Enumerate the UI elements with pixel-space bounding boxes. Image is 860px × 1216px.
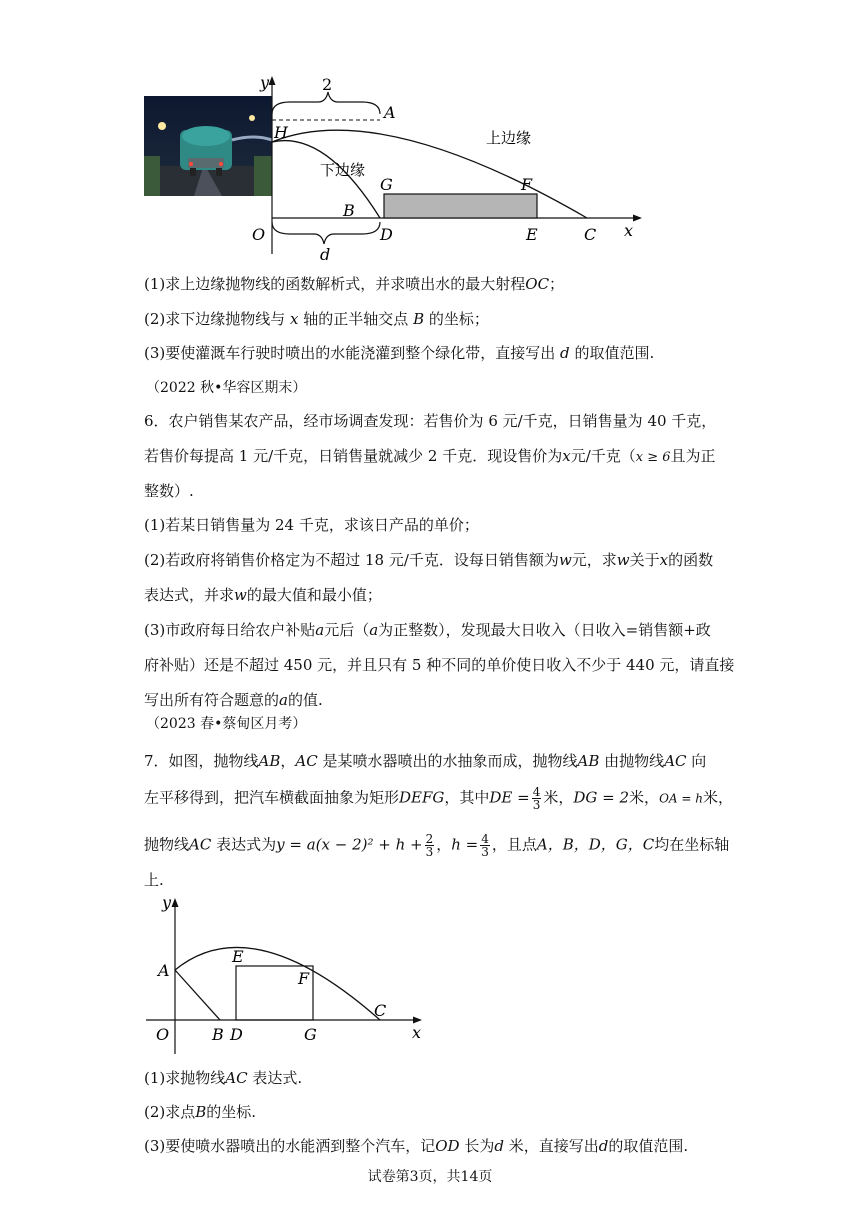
q6-line1: 6．农户销售某农产品，经市场调查发现：若售价为 6 元/千克，日销售量为 40 千克， [144, 412, 717, 430]
q6-part2-line2: 表达式，并求w的最大值和最小值； [144, 586, 382, 604]
y-axis-arrow [172, 898, 179, 907]
q7-part2: (2)求点B的坐标. [144, 1103, 257, 1121]
green-belt-rect [384, 194, 537, 218]
parabola-AB [175, 970, 220, 1020]
page-footer: 试卷第3页，共14页 [367, 1169, 493, 1185]
q6-part3-line2: 府补贴）还是不超过 450 元，并且只有 5 种不同的单价使日收入不少于 440 元，请直接 [144, 656, 735, 674]
label-D: D [380, 225, 393, 244]
source-note-1: （2022 秋•华容区期末） [146, 380, 307, 396]
q5-part3: (3)要使灌溉车行驶时喷出的水能浇灌到整个绿化带，直接写出 d 的取值范围. [144, 344, 655, 362]
x-axis-arrow [633, 215, 642, 222]
parabola-AC [175, 947, 380, 1020]
q6-part2-line1: (2)若政府将销售价格定为不超过 18 元/千克．设每日销售额为w元，求w关于x的函数 [144, 551, 714, 569]
figure-1-sprinkler-diagram [140, 68, 660, 268]
label-F: F [521, 175, 533, 194]
label-E: E [232, 947, 244, 966]
label-B: B [343, 201, 355, 220]
q7-part1: (1)求抛物线AC 表达式. [144, 1069, 303, 1087]
q5-part1: (1)求上边缘抛物线的函数解析式，并求喷出水的最大射程OC； [144, 275, 565, 293]
brace-bottom [272, 222, 380, 244]
figure-2-sprinkler-car-diagram [140, 892, 440, 1064]
label-B: B [212, 1025, 224, 1044]
q6-part1: (1)若某日销售量为 24 千克，求该日产品的单价； [144, 516, 479, 534]
label-x: x [624, 221, 634, 240]
label-y: y [260, 73, 270, 92]
q7-part3: (3)要使喷水器喷出的水能洒到整个汽车，记OD 长为d 米，直接写出d的取值范围. [144, 1137, 689, 1155]
label-A: A [158, 961, 170, 980]
label-y: y [162, 893, 172, 912]
label-F: F [298, 969, 310, 988]
y-axis-arrow [269, 76, 276, 85]
lower-edge-parabola [272, 141, 380, 218]
label-2: 2 [322, 75, 333, 94]
label-d: d [320, 245, 331, 264]
label-G: G [304, 1025, 317, 1044]
q7-line4: 上. [144, 871, 164, 889]
fraction-4-3-h: $\frac{4}{3}$ [481, 832, 489, 859]
label-E: E [526, 225, 538, 244]
brace-top [272, 92, 380, 114]
label-O: O [156, 1025, 170, 1044]
label-H: H [274, 123, 288, 142]
source-note-2: （2023 春•蔡甸区月考） [146, 716, 307, 732]
q7-line2: 左平移得到，把汽车横截面抽象为矩形DEFG，其中DE = $\frac{4}{3}$ 米，DG = 2米，OA = h米， [144, 785, 733, 812]
q5-part2: (2)求下边缘抛物线与 x 轴的正半轴交点 B 的坐标； [144, 310, 489, 328]
q7-line3: 抛物线AC 表达式为y = a(x − 2)² + h + $\frac{2}{3}$ ，h = $\frac{4}{3}$ ，且点A，B，D，G，C均在坐标轴 [144, 832, 730, 859]
label-x: x [412, 1023, 422, 1042]
label-upper-edge: 上边缘 [486, 129, 532, 147]
label-A: A [384, 103, 396, 122]
label-C: C [374, 1001, 387, 1020]
label-O: O [252, 225, 266, 244]
fraction-2-3: $\frac{2}{3}$ [425, 832, 434, 859]
q6-part3-line3: 写出所有符合题意的a的值. [144, 691, 323, 709]
label-D: D [230, 1025, 243, 1044]
label-lower-edge: 下边缘 [320, 161, 366, 179]
label-C: C [584, 225, 597, 244]
q6-line3: 整数）. [144, 482, 194, 500]
fraction-4-3: $\frac{4}{3}$ [532, 785, 541, 812]
q7-line1: 7．如图，抛物线AB，AC 是某喷水器喷出的水抽象而成，抛物线AB 由抛物线AC 向 [144, 752, 707, 770]
label-G: G [380, 175, 393, 194]
q6-line2: 若售价每提高 1 元/千克，日销售量就减少 2 千克．现设售价为x元/千克（x ≥ 6且为正 [144, 447, 716, 465]
q6-part3-line1: (3)市政府每日给农户补贴a元后（a为正整数），发现最大日收入（日收入=销售额+政 [144, 621, 711, 639]
